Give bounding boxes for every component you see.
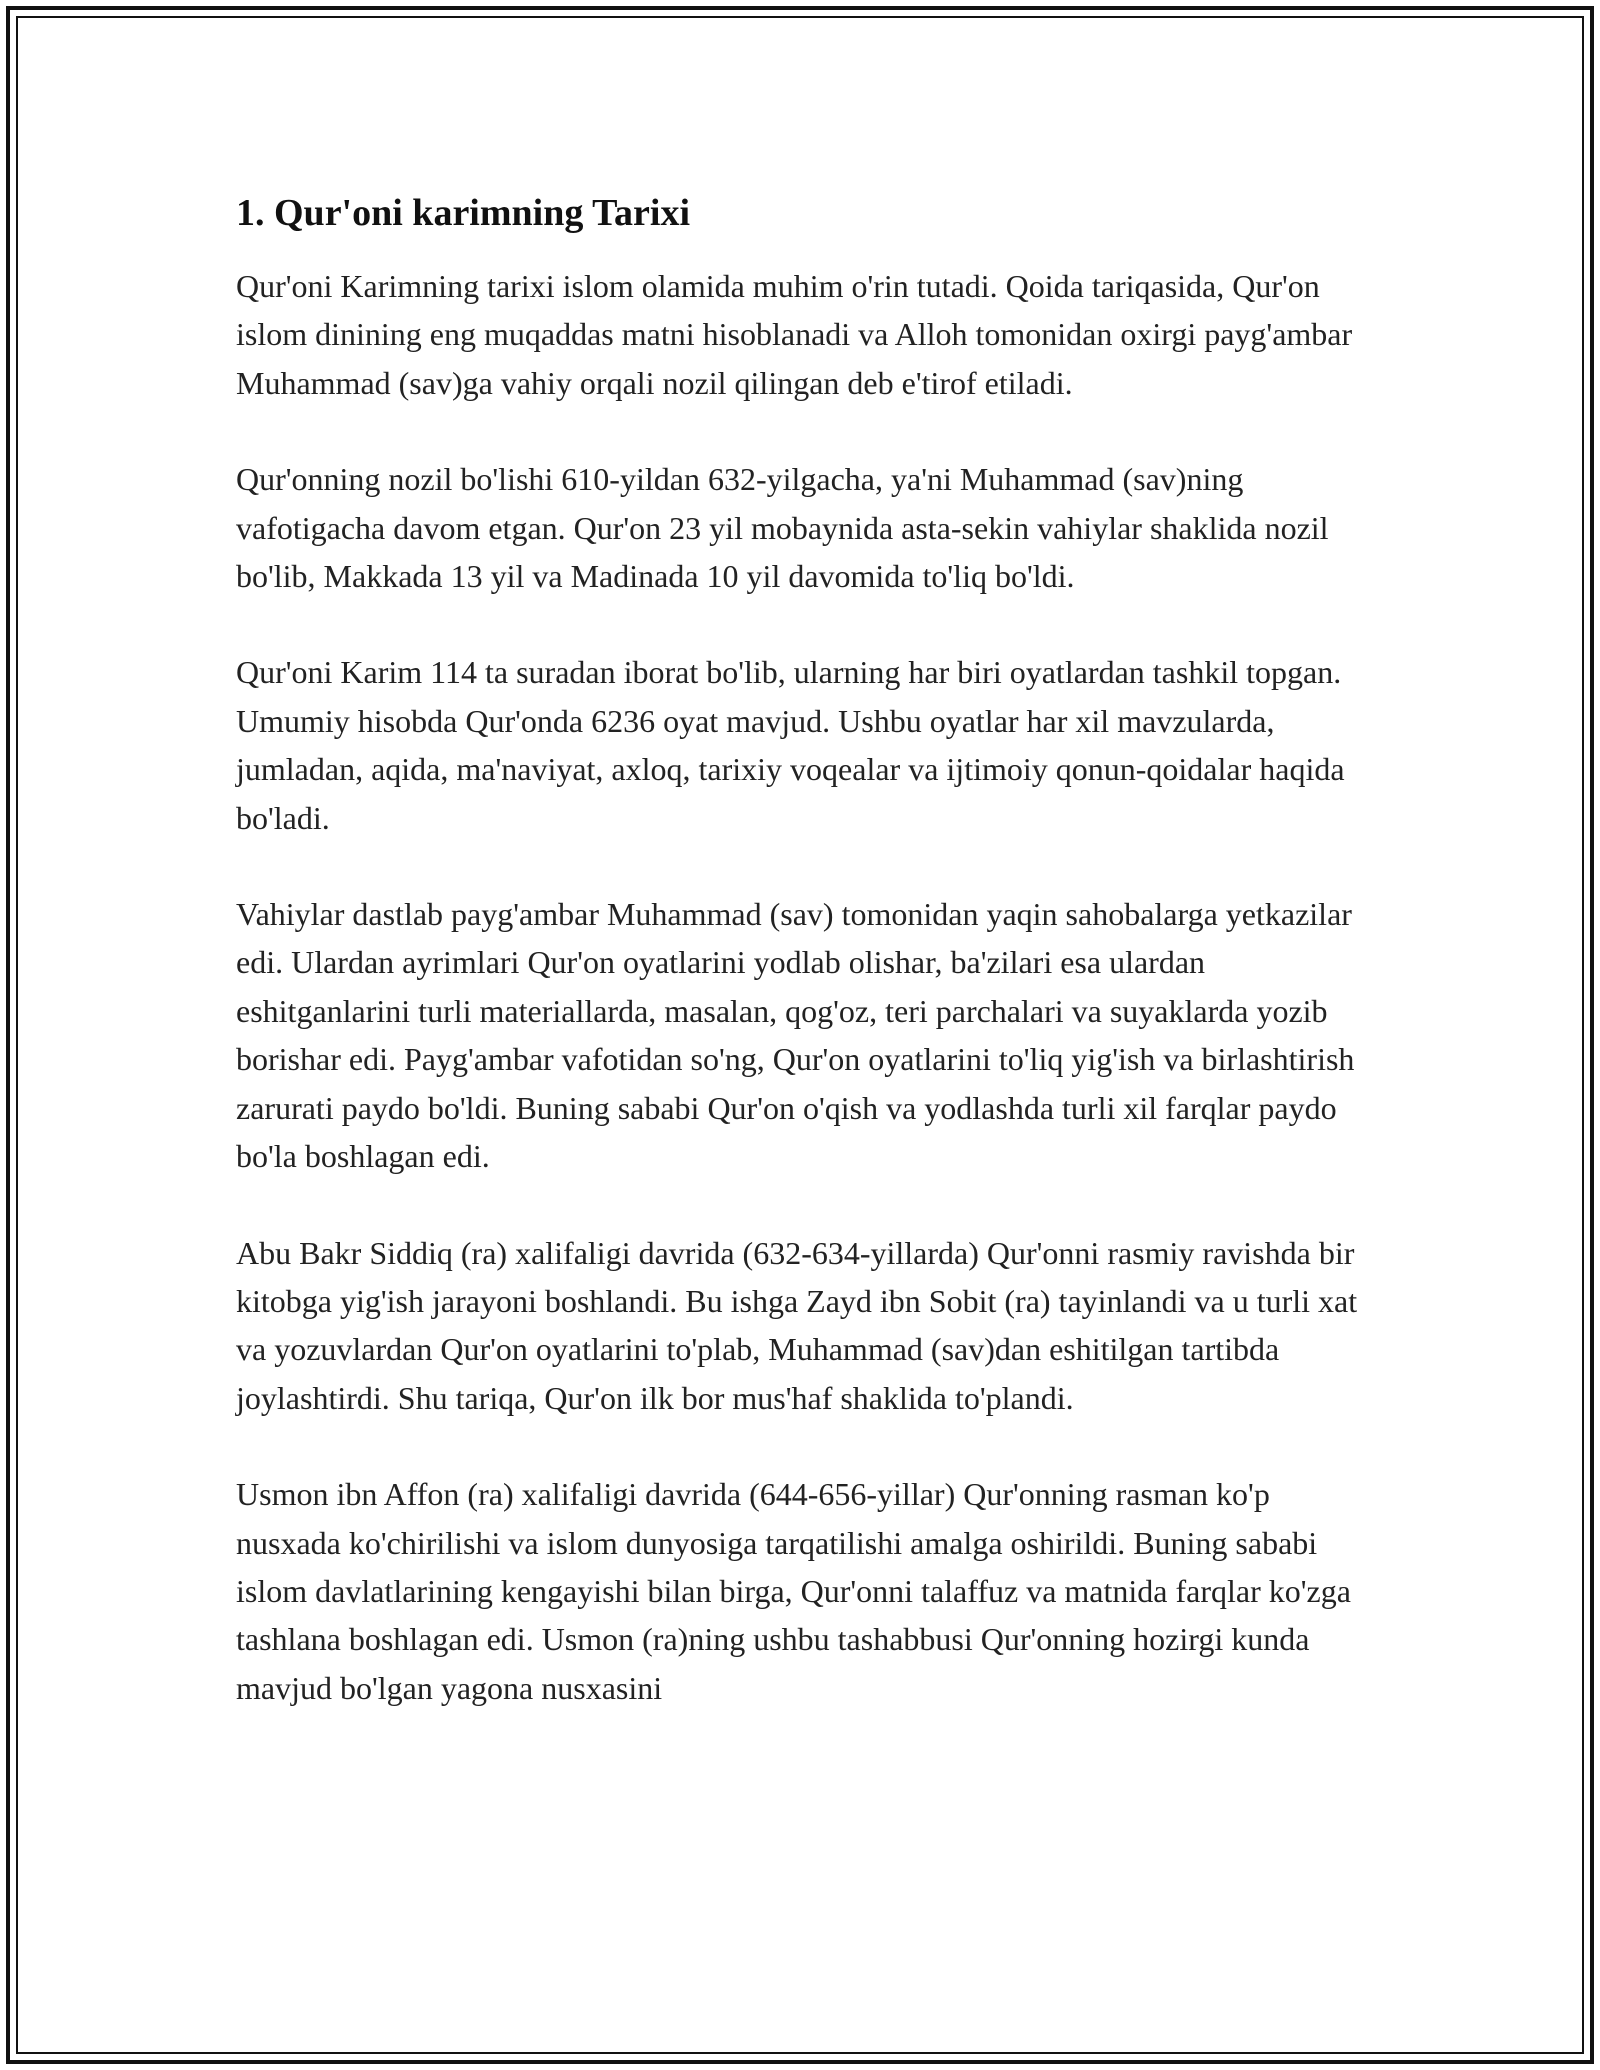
paragraph-1: Qur'oni Karimning tarixi islom olamida muhim o'rin tutadi. Qoida tariqasida, Qur'on islom dinining eng muqaddas matni hisoblanadi va Alloh tomonidan oxirgi payg'ambar Muhammad (sav)ga vahiy orqali nozil qilingan deb e'tirof etiladi. [236, 268, 1353, 401]
paragraph-2: Qur'onning nozil bo'lishi 610-yildan 632-yilgacha, ya'ni Muhammad (sav)ning vafotigacha davom etgan. Qur'on 23 yil mobaynida asta-sekin vahiylar shaklida nozil bo'lib, Makkada 13 yil va Madinada 10 yil davomida to'liq bo'ldi. [236, 461, 1329, 595]
paragraph-4: Vahiylar dastlab payg'ambar Muhammad (sav) tomonidan yaqin sahobalarga yetkazilar edi. Ulardan ayrimlari Qur'on oyatlarini yodlab olishar, ba'zilari esa ulardan eshitganlarini turli materiallarda, masalan, qog'oz, teri parchalari va suyaklarda yozib borishar edi. Payg'ambar vafotidan so'ng, Qur'on oyatlarini to'liq yig'ish va birlashtirish zarurati paydo bo'ldi. Buning sababi Qur'on o'qish va yodlashda turli xil farqlar paydo bo'la boshlagan edi. [236, 896, 1355, 1175]
paragraph-5: Abu Bakr Siddiq (ra) xalifaligi davrida (632-634-yillarda) Qur'onni rasmiy ravishda bir kitobga yig'ish jarayoni boshlandi. Bu ishga Zayd ibn Sobit (ra) tayinlandi va u turli xat va yozuvlardan Qur'on oyatlarini to'plab, Muhammad (sav)dan eshitilgan tartibda joylashtirdi. Shu tariqa, Qur'on ilk bor mus'haf shaklida to'plandi. [236, 1234, 1358, 1416]
document-body [236, 186, 1376, 1760]
paragraph-3: Qur'oni Karim 114 ta suradan iborat bo'lib, ularning har biri oyatlardan tashkil topgan. Umumiy hisobda Qur'onda 6236 oyat mavjud. Ushbu oyatlar har xil mavzularda, jumladan, aqida, ma'naviyat, axloq, tarixiy voqealar va ijtimoiy qonun-qoidalar haqida bo'ladi. [236, 654, 1345, 836]
document-title: 1. Qur'oni karimning Tarixi [236, 192, 690, 234]
paragraph-6: Usmon ibn Affon (ra) xalifaligi davrida (644-656-yillar) Qur'onning rasman ko'p nusxada ko'chirilishi va islom dunyosiga tarqatilishi amalga oshirildi. Buning sababi islom davlatlarining kengayishi bilan birga, Qur'onni talaffuz va matnida farqlar ko'zga tashlana boshlagan edi. Usmon (ra)ning ushbu tashabbusi Qur'onning hozirgi kunda mavjud bo'lgan yagona nusxasini [236, 1476, 1351, 1706]
